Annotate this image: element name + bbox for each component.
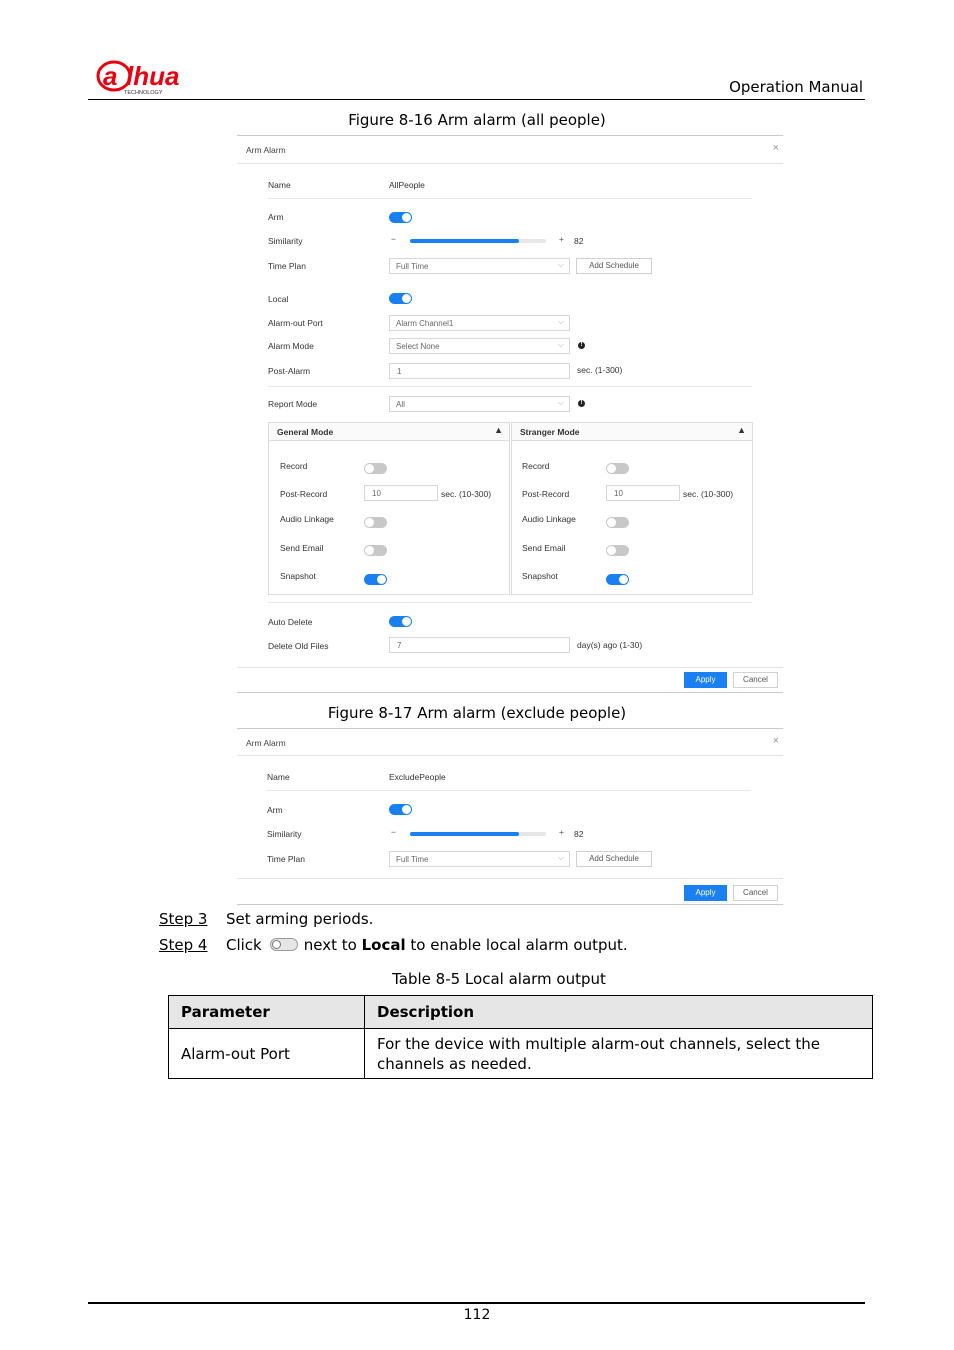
record-label: Record: [522, 461, 550, 471]
info-icon[interactable]: !: [578, 400, 585, 407]
close-icon[interactable]: ×: [772, 142, 779, 154]
step-3-label: Step 3: [159, 910, 208, 928]
similarity-slider[interactable]: [410, 832, 546, 836]
dialog-title: Arm Alarm: [246, 738, 286, 748]
alarm-mode-select[interactable]: [389, 338, 570, 354]
chevron-down-icon: ⌵: [557, 853, 564, 862]
close-icon[interactable]: ×: [772, 735, 779, 747]
chevron-up-icon[interactable]: ▲: [494, 425, 503, 435]
cancel-button[interactable]: Cancel: [733, 672, 778, 688]
similarity-plus-button[interactable]: +: [559, 827, 564, 837]
similarity-minus-button[interactable]: −: [391, 234, 396, 244]
svg-text:a: a: [103, 61, 118, 91]
step-4-text: [226, 936, 628, 954]
step-4-rest: to enable local alarm output.: [410, 936, 628, 954]
alarm-out-port-label: Alarm-out Port: [268, 318, 323, 328]
header-parameter: Parameter: [169, 996, 365, 1029]
post-record-input[interactable]: 10: [364, 485, 438, 501]
post-alarm-input[interactable]: 1: [389, 363, 570, 379]
general-mode-panel: [268, 422, 510, 595]
delete-old-files-input[interactable]: 7: [389, 637, 570, 653]
audio-linkage-label: Audio Linkage: [522, 514, 576, 524]
audio-linkage-label: Audio Linkage: [280, 514, 334, 524]
step-4-click: Click: [226, 936, 262, 954]
local-toggle[interactable]: [389, 293, 412, 304]
panel-title: Stranger Mode: [520, 427, 580, 437]
figure-caption: Figure 8-16 Arm alarm (all people): [348, 111, 606, 129]
snapshot-toggle[interactable]: [606, 574, 629, 585]
post-record-unit: sec. (10-300): [441, 489, 492, 499]
step-4-next-to: next to: [303, 936, 357, 954]
header-divider: [88, 99, 865, 100]
step-4-label: Step 4: [159, 936, 208, 954]
toggle-off-icon: [270, 938, 298, 951]
auto-delete-toggle[interactable]: [389, 616, 412, 627]
dialog-footer-divider: [237, 667, 783, 668]
cell-description: For the device with multiple alarm-out channels, select the channels as needed.: [365, 1029, 873, 1079]
alarm-mode-selected: Select None: [396, 342, 440, 351]
report-mode-selected: All: [396, 400, 405, 409]
section-divider: [268, 198, 752, 199]
similarity-plus-button[interactable]: +: [559, 234, 564, 244]
figure-caption: Figure 8-17 Arm alarm (exclude people): [327, 704, 627, 722]
cell-parameter: Alarm-out Port: [169, 1029, 365, 1079]
doc-title: Operation Manual: [729, 78, 863, 96]
report-mode-select[interactable]: [389, 396, 570, 412]
footer-divider: [88, 1302, 865, 1304]
panel-title: General Mode: [277, 427, 334, 437]
name-value: ExcludePeople: [389, 772, 446, 782]
arm-toggle[interactable]: [389, 212, 412, 223]
arm-toggle[interactable]: [389, 804, 412, 815]
similarity-slider-fill: [410, 239, 519, 243]
time-plan-label: Time Plan: [267, 854, 305, 864]
audio-linkage-toggle[interactable]: [364, 517, 387, 528]
audio-linkage-toggle[interactable]: [606, 517, 629, 528]
table-header-row: [169, 996, 873, 1029]
similarity-slider[interactable]: [410, 239, 546, 243]
post-record-input[interactable]: 10: [606, 485, 680, 501]
snapshot-label: Snapshot: [280, 571, 316, 581]
apply-button[interactable]: Apply: [684, 672, 727, 688]
similarity-label: Similarity: [267, 829, 302, 839]
send-email-toggle[interactable]: [606, 545, 629, 556]
record-toggle[interactable]: [364, 463, 387, 474]
time-plan-label: Time Plan: [268, 261, 306, 271]
chevron-up-icon[interactable]: ▲: [737, 425, 746, 435]
section-divider: [268, 602, 752, 603]
general-mode-header[interactable]: [269, 423, 509, 441]
similarity-label: Similarity: [268, 236, 303, 246]
similarity-minus-button[interactable]: −: [391, 827, 396, 837]
name-label: Name: [268, 180, 291, 190]
record-label: Record: [280, 461, 308, 471]
time-plan-select[interactable]: [389, 258, 570, 274]
dialog-header-divider: [237, 755, 783, 756]
chevron-down-icon: ⌵: [557, 260, 564, 269]
dialog-footer-divider: [237, 878, 783, 879]
time-plan-selected: Full Time: [396, 855, 429, 864]
chevron-down-icon: ⌵: [557, 317, 564, 326]
send-email-label: Send Email: [522, 543, 566, 553]
section-divider: [268, 386, 752, 387]
header-description: Description: [365, 996, 873, 1029]
time-plan-selected: Full Time: [396, 262, 429, 271]
similarity-value: 82: [574, 236, 584, 246]
dialog-header-divider: [237, 163, 783, 164]
arm-alarm-dialog-exclude-people: [237, 728, 783, 905]
alarm-out-port-selected: Alarm Channel1: [396, 319, 454, 328]
dahua-logo-mark: [96, 58, 206, 98]
snapshot-label: Snapshot: [522, 571, 558, 581]
chevron-down-icon: ⌵: [557, 340, 564, 349]
name-label: Name: [267, 772, 290, 782]
table-caption: Table 8-5 Local alarm output: [392, 970, 606, 988]
stranger-mode-panel: [511, 422, 753, 595]
delete-old-files-label: Delete Old Files: [268, 641, 329, 651]
table-row: [169, 1029, 873, 1079]
svg-text:TECHNOLOGY: TECHNOLOGY: [124, 90, 163, 96]
name-value: AllPeople: [389, 180, 425, 190]
chevron-down-icon: ⌵: [557, 398, 564, 407]
send-email-toggle[interactable]: [364, 545, 387, 556]
dahua-logo: [96, 58, 206, 98]
section-divider: [267, 790, 751, 791]
apply-button[interactable]: Apply: [684, 885, 727, 901]
post-alarm-label: Post-Alarm: [268, 366, 311, 376]
auto-delete-label: Auto Delete: [268, 617, 313, 627]
report-mode-label: Report Mode: [268, 399, 318, 409]
step-4-local: Local: [361, 936, 406, 954]
delete-old-files-unit: day(s) ago (1-30): [577, 640, 643, 650]
dialog-title: Arm Alarm: [246, 145, 286, 155]
info-icon[interactable]: !: [578, 342, 585, 349]
similarity-value: 82: [574, 829, 584, 839]
send-email-label: Send Email: [280, 543, 324, 553]
post-record-label: Post-Record: [522, 489, 570, 499]
add-schedule-button[interactable]: Add Schedule: [576, 258, 652, 274]
time-plan-select[interactable]: [389, 851, 570, 867]
step-3-text: Set arming periods.: [226, 910, 374, 928]
arm-label: Arm: [268, 212, 284, 222]
add-schedule-button[interactable]: Add Schedule: [576, 851, 652, 867]
stranger-mode-header[interactable]: [512, 423, 752, 441]
arm-label: Arm: [267, 805, 283, 815]
post-record-unit: sec. (10-300): [683, 489, 734, 499]
post-record-label: Post-Record: [280, 489, 328, 499]
local-alarm-output-table: [168, 995, 873, 1079]
alarm-out-port-select[interactable]: [389, 315, 570, 331]
cancel-button[interactable]: Cancel: [733, 885, 778, 901]
alarm-mode-label: Alarm Mode: [268, 341, 314, 351]
svg-text:lhua: lhua: [126, 61, 180, 91]
record-toggle[interactable]: [606, 463, 629, 474]
similarity-slider-fill: [410, 832, 519, 836]
page-number: 112: [463, 1307, 491, 1323]
snapshot-toggle[interactable]: [364, 574, 387, 585]
arm-alarm-dialog-all-people: [237, 135, 783, 693]
local-label: Local: [268, 294, 289, 304]
post-alarm-unit: sec. (1-300): [577, 365, 623, 375]
